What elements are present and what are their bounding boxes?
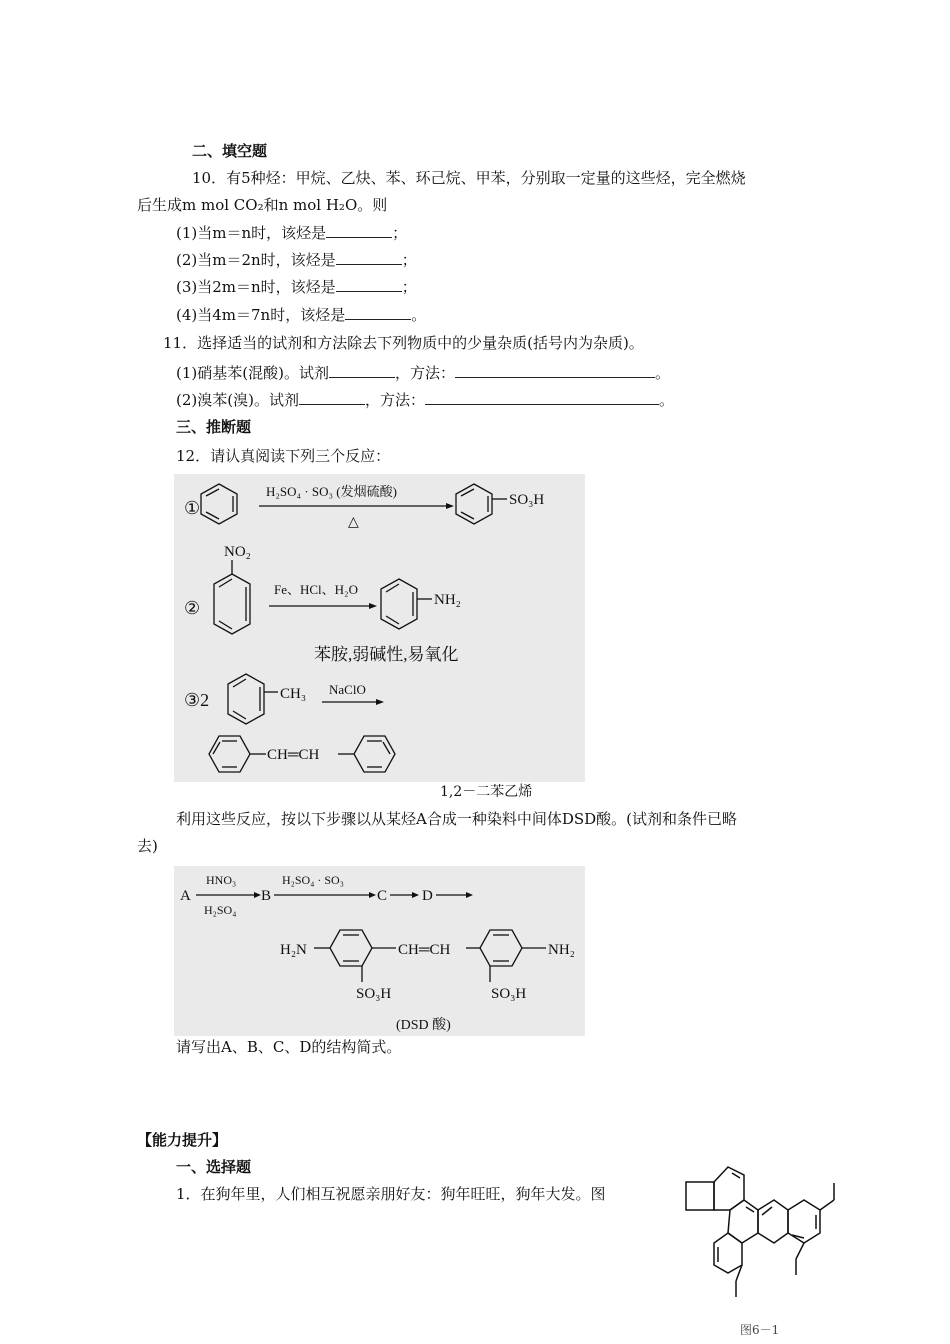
q11-sub2: (2)溴苯(溴)。试剂 ，方法： 。 [176, 391, 674, 409]
benzene-ring-icon [381, 579, 432, 629]
dsd-right-group: NH₂ [548, 942, 575, 958]
arrow-head-icon [446, 503, 454, 509]
benzene-ring-icon [201, 484, 237, 524]
dsd-so3h-left: SO₃H [356, 986, 392, 1002]
q10-line2: 后生成m mol CO₂和n mol H₂O。则 [137, 196, 388, 214]
section-title-fill-blank: 二、填空题 [192, 142, 268, 160]
q12-ask: 请写出A、B、C、D的结构简式。 [176, 1038, 402, 1056]
benzene-ring-icon [314, 930, 396, 982]
reaction-1-condition: △ [348, 515, 359, 530]
reaction-3-substituent: CH₃ [280, 686, 307, 702]
step-1-reagent: HNO₃ [206, 873, 237, 887]
synthesis-figure [174, 866, 585, 1036]
q11-line1: 11．选择适当的试剂和方法除去下列物质中的少量杂质(括号内为杂质)。 [163, 334, 644, 352]
reaction-2-note: 苯胺,弱碱性,易氧化 [314, 645, 459, 664]
reaction-diagram [174, 474, 585, 782]
q12-intro: 12．请认真阅读下列三个反应： [176, 447, 391, 465]
q10-line1: 10．有5种烃：甲烷、乙炔、苯、环己烷、甲苯，分别取一定量的这些烃，完全燃烧 [192, 169, 746, 187]
benzene-ring-icon [338, 736, 395, 772]
figure-caption: 图6－1 [740, 1323, 780, 1337]
arrow-head-icon [376, 699, 384, 705]
arrow-head-icon [369, 603, 377, 609]
q10-sub2: (2)当m＝2n时，该烃是 ； [176, 251, 417, 269]
q12-use-line2: 去) [137, 837, 158, 855]
reaction-1-reagent: H₂SO₄ · SO₃ (发烟硫酸) [266, 484, 397, 499]
benzene-ring-icon [209, 736, 266, 772]
q10-sub1: (1)当m＝n时，该烃是 ； [176, 224, 408, 242]
reaction-2-number: ② [184, 598, 201, 618]
q12-use-line1: 利用这些反应，按以下步骤以从某烃A合成一种染料中间体DSD酸。(试剂和条件已略 [176, 810, 738, 828]
reaction-3-caption: 1,2－二苯乙烯 [440, 784, 533, 800]
step-a: A [180, 888, 191, 904]
figure-6-1-molecule [680, 1155, 850, 1305]
step-b: B [261, 888, 272, 904]
reaction-1-number: ① [184, 498, 201, 518]
dsd-bridge: CH═CH [398, 942, 451, 958]
benzene-ring-icon [466, 930, 546, 982]
reaction-1-product-group: SO₃H [509, 492, 545, 508]
benzene-ring-icon [456, 484, 507, 524]
ability-title: 【能力提升】 [137, 1131, 228, 1149]
q11-sub1: (1)硝基苯(混酸)。试剂 ，方法： 。 [176, 364, 670, 382]
reaction-2-reagent: Fe、HCl、H₂O [274, 582, 358, 597]
section-title-choice: 一、选择题 [176, 1158, 252, 1176]
section-title-inference: 三、推断题 [176, 418, 252, 436]
reaction-2-substituent: NO₂ [224, 544, 251, 560]
benzene-ring-icon [214, 574, 250, 634]
q1-text: 1．在狗年里，人们相互祝愿亲朋好友：狗年旺旺，狗年大发。图 [176, 1185, 606, 1203]
reaction-figure [174, 474, 585, 782]
q10-sub3: (3)当2m＝n时，该烃是 ； [176, 278, 417, 296]
benzene-ring-icon [228, 674, 278, 724]
arrow-head-icon [369, 892, 376, 898]
arrow-head-icon [412, 892, 419, 898]
arrow-head-icon [466, 892, 473, 898]
step-1-catalyst: H₂SO₄ [204, 903, 237, 917]
reaction-2-product-group: NH₂ [434, 592, 461, 608]
step-d: D [422, 888, 433, 904]
reaction-3-reagent: NaClO [329, 682, 366, 697]
dsd-so3h-right: SO₃H [491, 986, 527, 1002]
step-2-reagent: H₂SO₄ · SO₃ [282, 873, 344, 887]
dsd-left-group: H₂N [280, 942, 307, 958]
q10-sub4: (4)当4m＝7n时，该烃是 。 [176, 306, 427, 324]
reaction-3-bridge: CH═CH [267, 747, 320, 763]
reaction-3-number: ③2 [184, 690, 210, 710]
dsd-name: (DSD 酸) [396, 1018, 451, 1033]
step-c: C [377, 888, 388, 904]
arrow-head-icon [254, 892, 261, 898]
synthesis-diagram [174, 866, 585, 1036]
cyclobutane-ring [686, 1182, 714, 1210]
